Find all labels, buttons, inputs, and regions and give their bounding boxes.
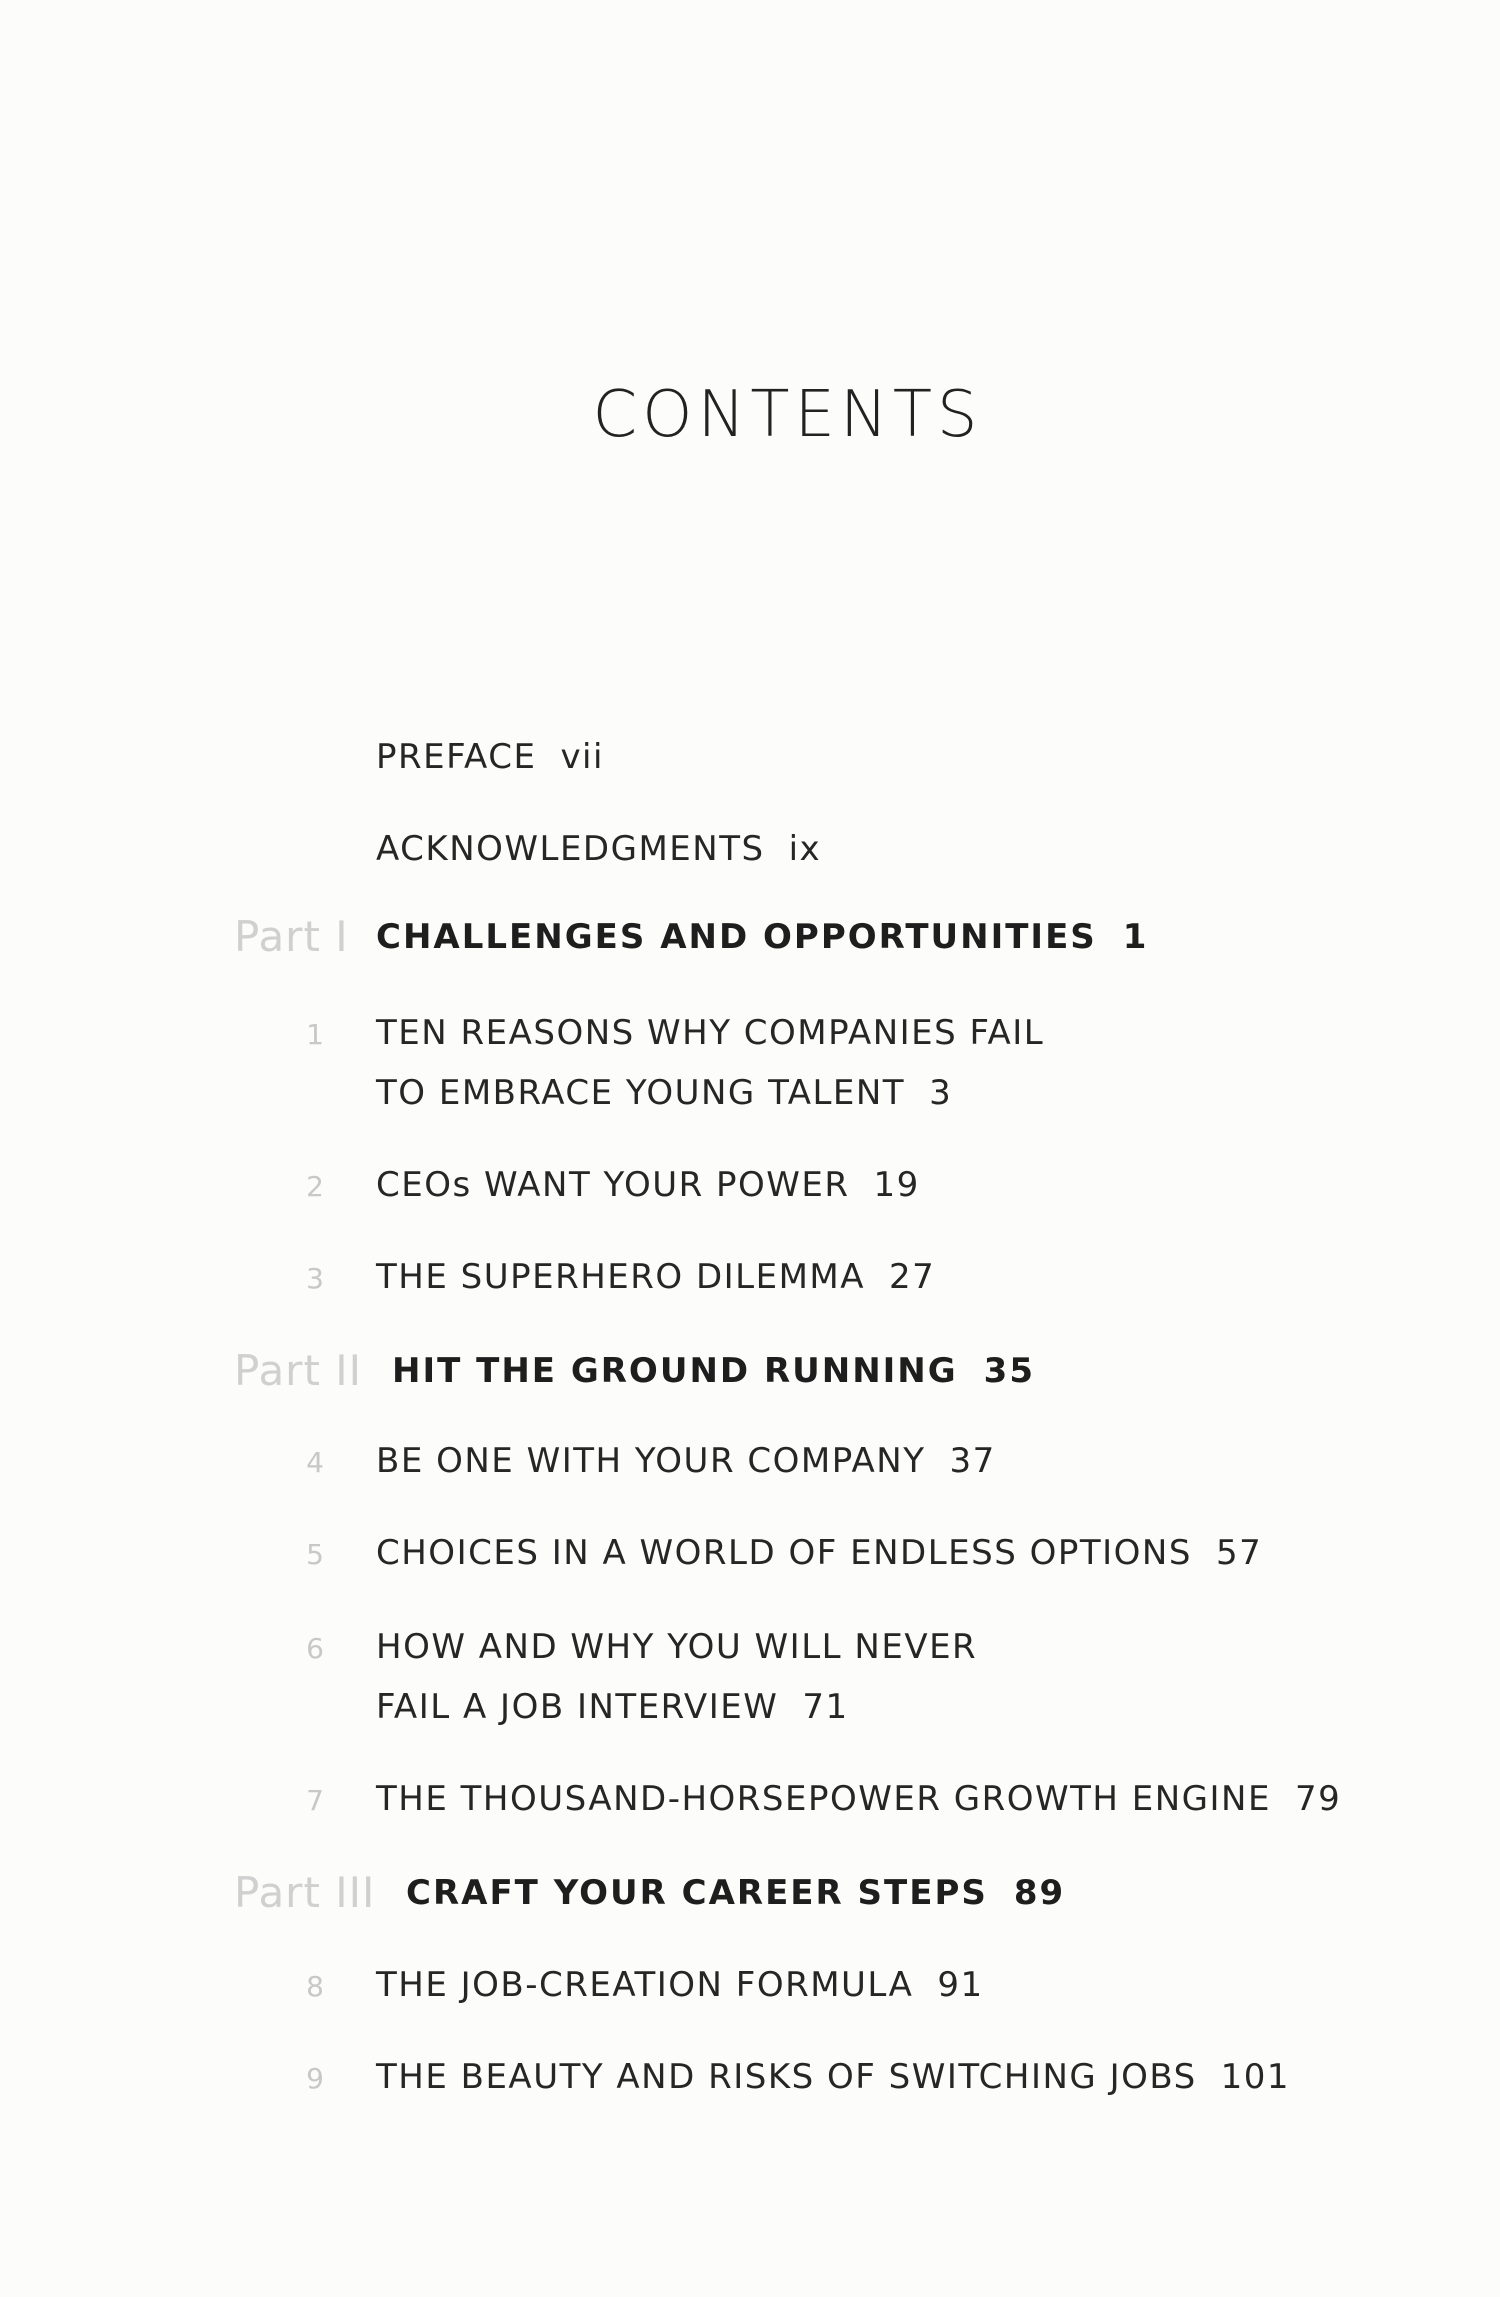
toc-entry-chapter-continued[interactable] (376, 1064, 952, 1122)
entry-page-number: 71 (802, 1687, 849, 1727)
entry-page-number: vii (560, 737, 604, 777)
entry-page-number: 19 (873, 1165, 920, 1205)
entry-label: THE JOB-CREATION FORMULA (376, 1965, 914, 2005)
toc-entry-chapter[interactable] (376, 1524, 1262, 1582)
toc-entry-chapter[interactable] (376, 1770, 1341, 1828)
chapter-number: 8 (306, 1970, 324, 2003)
part-page-number: 1 (1122, 917, 1149, 957)
entry-page-number: ix (788, 829, 822, 869)
chapter-number: 9 (306, 2062, 324, 2095)
entry-page-number: 101 (1220, 2057, 1291, 2097)
chapter-number: 2 (306, 1170, 324, 1203)
entry-label: THE BEAUTY AND RISKS OF SWITCHING JOBS (376, 2057, 1197, 2097)
entry-label: ACKNOWLEDGMENTS (376, 829, 765, 869)
chapter-number: 6 (306, 1632, 324, 1665)
part-title: CHALLENGES AND OPPORTUNITIES (376, 917, 1097, 957)
toc-entry-chapter-continued[interactable] (376, 1678, 849, 1736)
chapter-number: 7 (306, 1784, 324, 1817)
entry-page-number: 37 (949, 1441, 996, 1481)
toc-entry-chapter[interactable] (376, 1956, 984, 2014)
part-title: CRAFT YOUR CAREER STEPS (406, 1873, 988, 1913)
part-label: Part I (234, 912, 349, 961)
chapter-number: 3 (306, 1262, 324, 1295)
part-page-number: 89 (1013, 1873, 1066, 1913)
entry-label: BE ONE WITH YOUR COMPANY (376, 1441, 926, 1481)
toc-entry-chapter[interactable] (376, 1248, 935, 1306)
toc-part-heading[interactable] (376, 912, 1148, 962)
toc-entry-chapter[interactable] (376, 2048, 1290, 2106)
entry-label-line: TO EMBRACE YOUNG TALENT (376, 1073, 906, 1113)
entry-label: PREFACE (376, 737, 537, 777)
entry-page-number: 57 (1215, 1533, 1263, 1573)
entry-label-line: HOW AND WHY YOU WILL NEVER (376, 1627, 978, 1667)
entry-label-line: FAIL A JOB INTERVIEW (376, 1687, 779, 1727)
entry-label: CHOICES IN A WORLD OF ENDLESS OPTIONS (376, 1533, 1192, 1573)
chapter-number: 1 (306, 1018, 324, 1051)
toc-entry-chapter[interactable] (376, 1432, 996, 1490)
entry-page-number: 3 (929, 1073, 953, 1113)
toc-entry-acknowledgments[interactable] (376, 820, 821, 878)
entry-label: THE SUPERHERO DILEMMA (376, 1257, 866, 1297)
entry-label-line: TEN REASONS WHY COMPANIES FAIL (376, 1013, 1045, 1053)
toc-entry-preface[interactable] (376, 728, 604, 786)
page-title: CONTENTS (592, 378, 983, 452)
toc-entry-chapter[interactable] (376, 1004, 1044, 1062)
entry-label: THE THOUSAND-HORSEPOWER GROWTH ENGINE (376, 1779, 1271, 1819)
entry-page-number: 79 (1294, 1779, 1342, 1819)
part-page-number: 35 (983, 1351, 1035, 1391)
toc-part-heading[interactable] (392, 1346, 1035, 1396)
toc-entry-chapter[interactable] (376, 1156, 920, 1214)
toc-part-heading[interactable] (406, 1868, 1065, 1918)
entry-label: CEOs WANT YOUR POWER (376, 1165, 850, 1205)
chapter-number: 5 (306, 1538, 324, 1571)
part-title: HIT THE GROUND RUNNING (392, 1351, 958, 1391)
chapter-number: 4 (306, 1446, 324, 1479)
part-label: Part III (234, 1868, 376, 1917)
toc-entry-chapter[interactable] (376, 1618, 977, 1676)
entry-page-number: 27 (889, 1257, 936, 1297)
entry-page-number: 91 (937, 1965, 984, 2005)
part-label: Part II (234, 1346, 363, 1395)
